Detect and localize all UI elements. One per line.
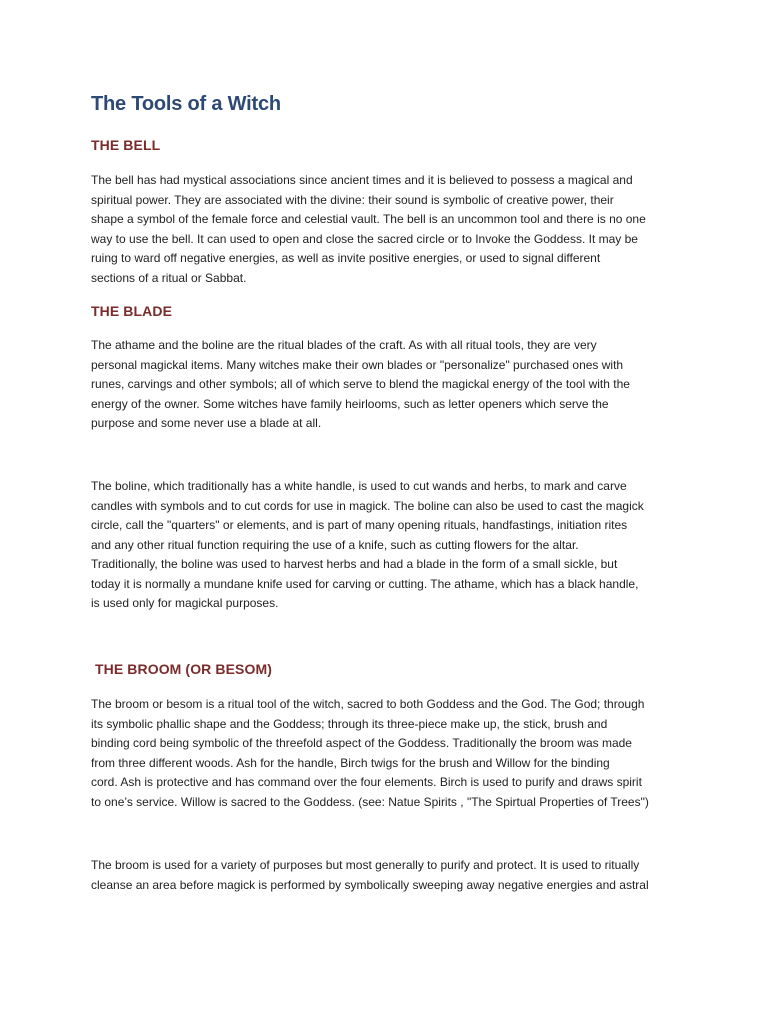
text-line: spiritual power. They are associated with the divine: their sound is symbolic of creative power, their [91,192,614,207]
section-heading-blade: THE BLADE [91,303,173,319]
blade-paragraph-1 [91,336,691,434]
text-line: is used only for magickal purposes. [91,596,279,610]
text-line: its symbolic phallic shape and the Goddess; through its three-piece make up, the stick, brush and [91,716,608,731]
section-heading-broom: THE BROOM (OR BESOM) [91,661,272,677]
text-line: Traditionally, the boline was used to harvest herbs and had a blade in the form of a small sickle, but [91,557,618,571]
text-line: cord. Ash is protective and has command over the four elements. Birch is used to purify and draws spirit [91,775,642,789]
text-line: The boline, which traditionally has a white handle, is used to cut wands and herbs, to mark and carve [91,479,627,493]
text-line: from three different woods. Ash for the handle, Birch twigs for the brush and Willow for the binding [91,755,610,770]
text-line: personal magickal items. Many witches make their own blades or "personalize" purchased ones with [91,357,624,372]
text-line: way to use the bell. It can used to open and close the sacred circle or to Invoke the Goddess. It may be [91,231,638,246]
text-line: and any other ritual function requiring the use of a knife, such as cutting flowers for the altar. [91,537,579,552]
text-line: The athame and the boline are the ritual blades of the craft. As with all ritual tools, they are very [91,338,597,352]
text-line: purpose and some never use a blade at all. [91,416,322,430]
text-line: runes, carvings and other symbols; all of which serve to blend the magickal energy of the tool with the [91,377,630,391]
text-line: binding cord being symbolic of the threefold aspect of the Goddess. Traditionally the broom was made [91,736,632,750]
broom-paragraph-1 [91,695,691,812]
bell-paragraph-1 [91,171,691,288]
text-line: energy of the owner. Some witches have family heirlooms, such as letter openers which serve the [91,396,609,411]
text-line: circle, call the "quarters" or elements, and is part of many opening rituals, handfastings, initiation rites [91,518,628,532]
text-line: cleanse an area before magick is performed by symbolically sweeping away negative energies and astral [91,877,649,892]
text-line: today it is normally a mundane knife used for carving or cutting. The athame, which has a black handle, [91,576,639,591]
page-title: The Tools of a Witch [91,93,281,115]
section-heading-bell: THE BELL [91,137,161,153]
text-line: ruing to ward off negative energies, as well as invite positive energies, or used to signal different [91,251,601,265]
broom-paragraph-2 [91,856,691,895]
text-line: candles with symbols and to cut cords for use in magick. The boline can also be used to cast the magick [91,498,644,513]
text-line: shape a symbol of the female force and celestial vault. The bell is an uncommon tool and there is no one [91,212,646,226]
text-line: The broom or besom is a ritual tool of the witch, sacred to both Goddess and the God. The God; through [91,697,645,711]
text-line: The broom is used for a variety of purposes but most generally to purify and protect. It is used to ritually [91,858,640,872]
blade-paragraph-2 [91,477,691,614]
text-line: to one’s service. Willow is sacred to the Goddess. (see: Natue Spirits , "The Spirtual Properties of Trees") [91,794,649,809]
text-line: The bell has had mystical associations since ancient times and it is believed to possess a magical and [91,173,633,187]
text-line: sections of a ritual or Sabbat. [91,270,247,285]
